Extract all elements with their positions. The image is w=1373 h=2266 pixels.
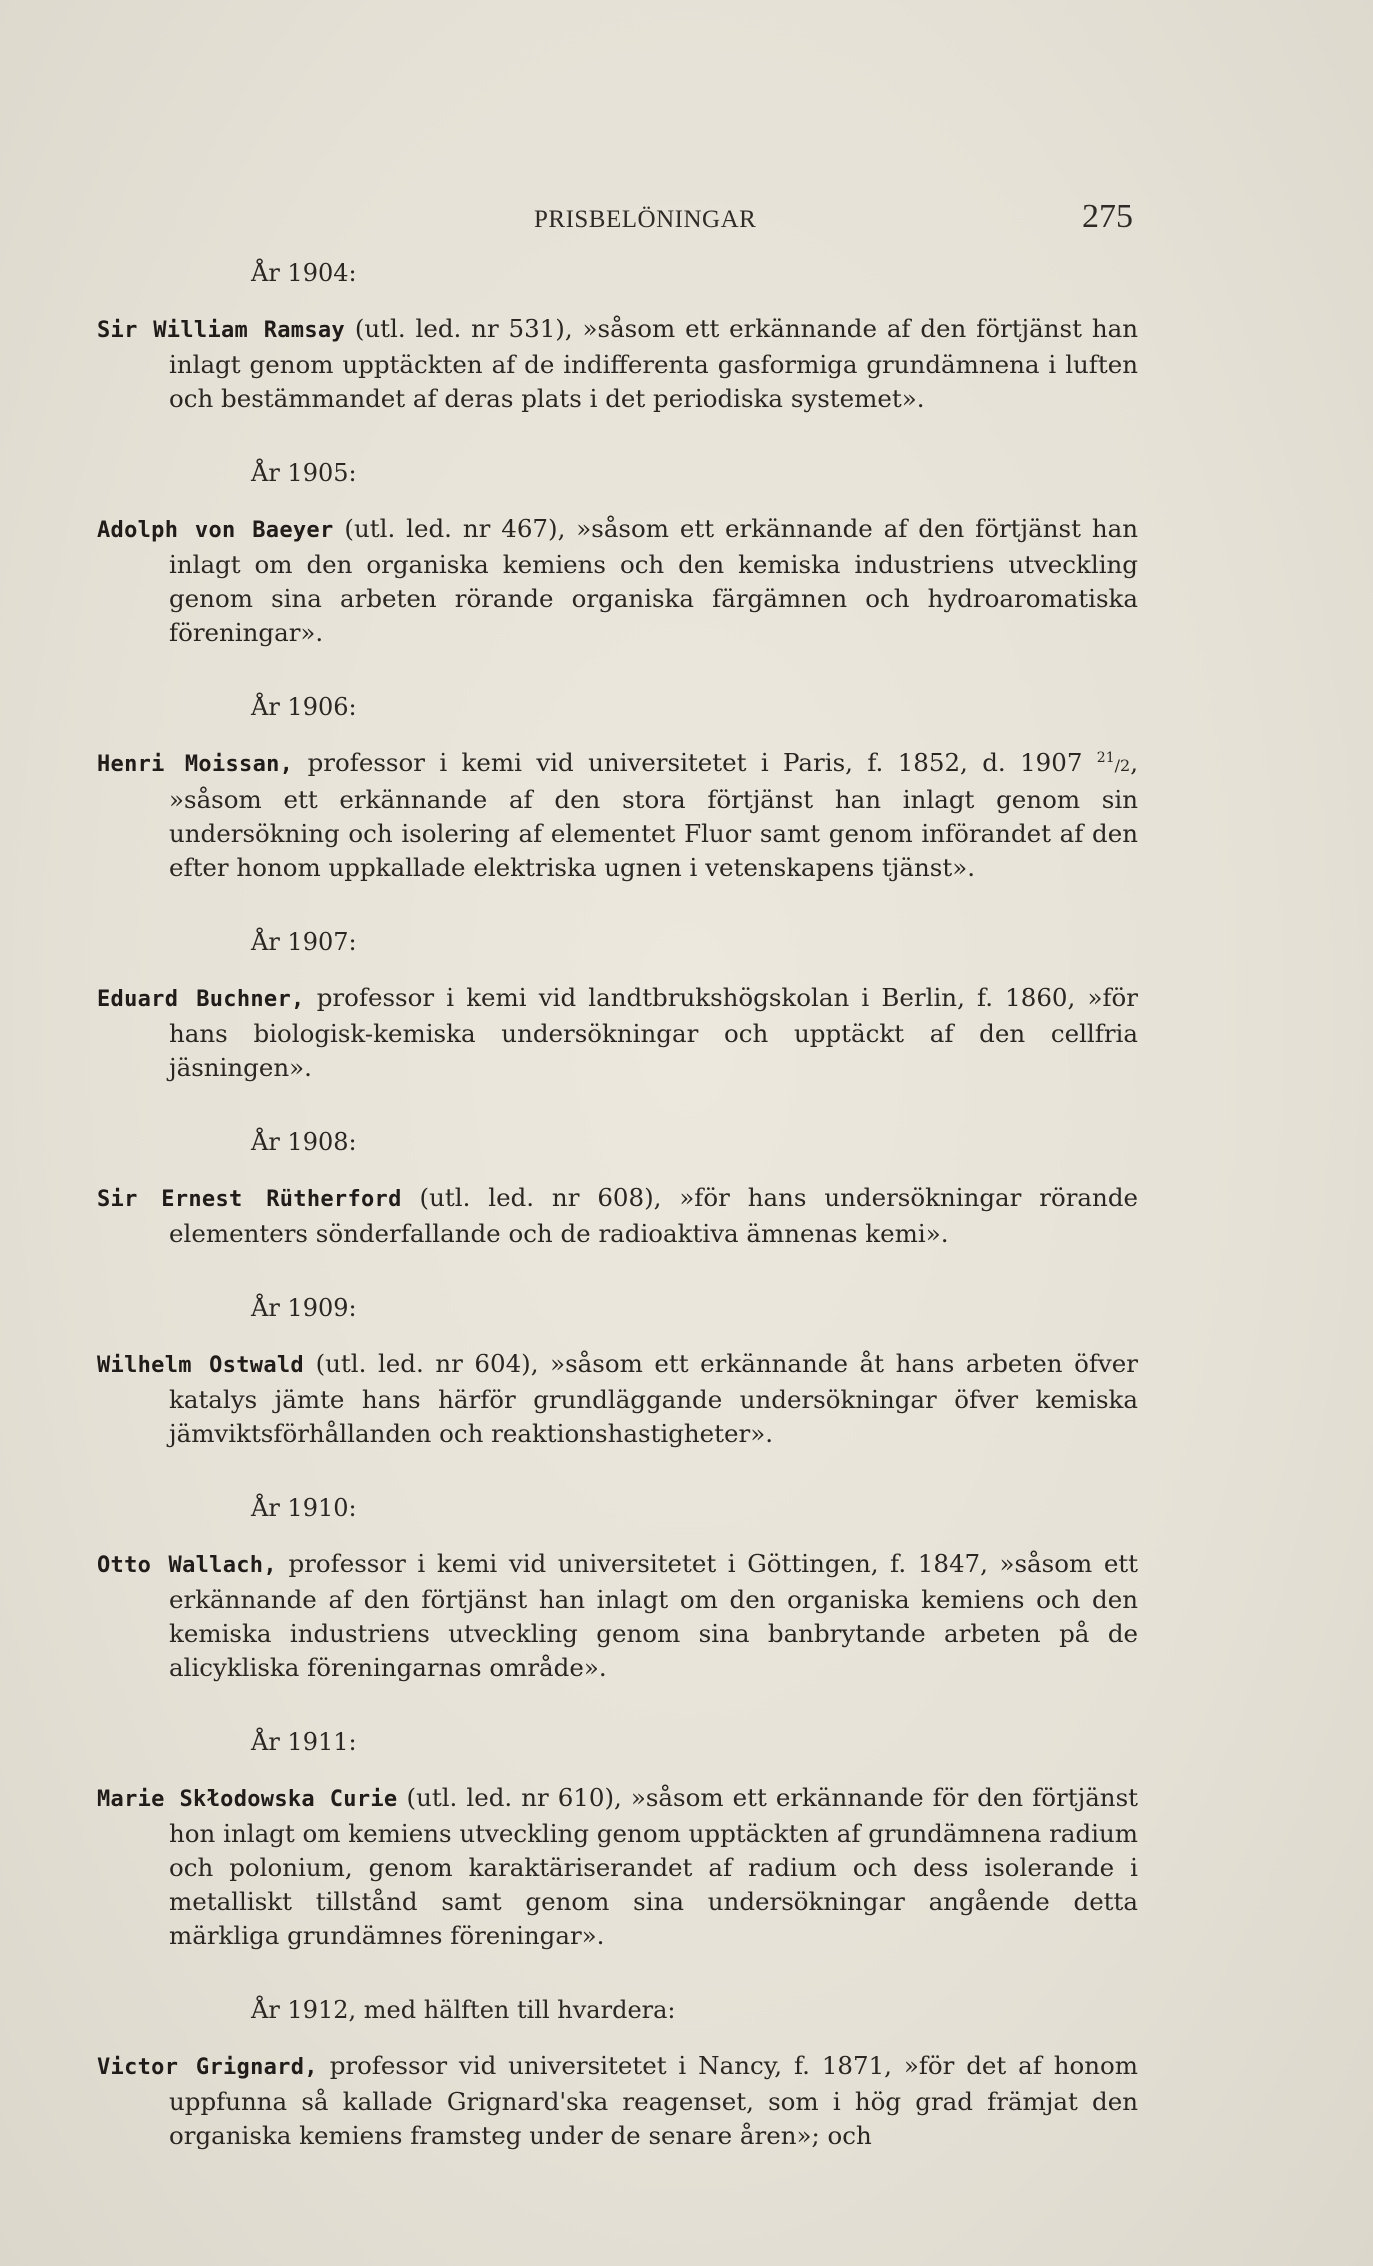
prize-list bbox=[0, 256, 1373, 2153]
year-heading: År 1909: bbox=[251, 1294, 357, 1322]
page-number: 275 bbox=[1082, 198, 1133, 235]
laureate-name: Wilhelm Ostwald bbox=[97, 1353, 304, 1378]
laureate-name: Henri Moissan, bbox=[97, 752, 294, 777]
laureate-name: Sir William Ramsay bbox=[97, 318, 345, 343]
prize-entry-1909 bbox=[0, 1291, 1373, 1451]
entry-text: (utl. led. nr 604), »såsom ett erkännande åt hans arbeten öfver katalys jämte hans härför grundläggande undersökningar öfver kemiska jämviktsförhållanden och reaktionshastigheter». bbox=[169, 1349, 1138, 1448]
entry-text: (utl. led. nr 610), »såsom ett erkännande för den förtjänst hon inlagt om kemiens utveckling genom upptäckten af grundämnena radium och polonium, genom karaktäriserandet af radium och dess isolerande i metalliskt tillstånd samt genom sina undersökningar angående detta märkliga grundämnes föreningar». bbox=[169, 1783, 1138, 1950]
year-heading: År 1912, med hälften till hvardera: bbox=[251, 1996, 676, 2024]
prize-entry-1905 bbox=[0, 456, 1373, 650]
prize-entry-1907 bbox=[0, 925, 1373, 1085]
laureate-name: Sir Ernest Rütherford bbox=[97, 1187, 402, 1212]
entry-text: professor vid universitetet i Nancy, f. 1871, »för det af honom uppfunna så kallade Grignard'ska reagenset, som i hög grad främjat den organiska kemiens framsteg under de senare åren»; och bbox=[169, 2051, 1138, 2150]
entry-paragraph bbox=[97, 981, 1138, 1085]
prize-entry-1908 bbox=[0, 1125, 1373, 1251]
year-heading: År 1906: bbox=[251, 693, 357, 721]
entry-text: professor i kemi vid universitetet i Göttingen, f. 1847, »såsom ett erkännande af den förtjänst han inlagt om den organiska kemiens och den kemiska industriens utveckling genom sina banbrytande arbeten på de alicykliska föreningarnas område». bbox=[169, 1549, 1139, 1682]
entry-paragraph bbox=[97, 2049, 1138, 2153]
entry-paragraph bbox=[97, 1347, 1138, 1451]
entry-text: (utl. led. nr 467), »såsom ett erkännande af den förtjänst han inlagt om den organiska kemiens och den kemiska industriens utveckling genom sina arbeten rörande organiska färgämnen och hydroaromatiska föreningar». bbox=[169, 514, 1138, 647]
entry-paragraph bbox=[97, 512, 1138, 650]
prize-entry-1912 bbox=[0, 1993, 1373, 2153]
entry-text: (utl. led. nr 531), »såsom ett erkännande af den förtjänst han inlagt genom upptäckten af de indifferenta gasformiga grundämnena i luften och bestämmandet af deras plats i det periodiska systemet». bbox=[169, 314, 1138, 413]
entry-text: professor i kemi vid landtbrukshögskolan i Berlin, f. 1860, »för hans biologisk-kemiska undersökningar och upptäckt af den cellfria jäsningen». bbox=[169, 983, 1138, 1082]
prize-entry-1906 bbox=[0, 690, 1373, 885]
entry-paragraph bbox=[97, 1547, 1138, 1685]
entry-text: professor i kemi vid universitetet i Paris, f. 1852, d. 1907 bbox=[293, 748, 1097, 777]
fraction-denominator: 2 bbox=[1120, 756, 1131, 775]
prize-entry-1911 bbox=[0, 1725, 1373, 1953]
prize-entry-1910 bbox=[0, 1491, 1373, 1685]
year-heading: År 1907: bbox=[251, 928, 357, 956]
year-heading: År 1904: bbox=[251, 259, 357, 287]
entry-paragraph bbox=[97, 312, 1138, 416]
running-head: PRISBELÖNINGAR bbox=[534, 206, 757, 233]
laureate-name: Victor Grignard, bbox=[97, 2055, 318, 2080]
year-heading: År 1908: bbox=[251, 1128, 357, 1156]
laureate-name: Marie Skłodowska Curie bbox=[97, 1787, 398, 1812]
laureate-name: Otto Wallach, bbox=[97, 1553, 277, 1578]
year-heading: År 1910: bbox=[251, 1494, 357, 1522]
laureate-name: Adolph von Baeyer bbox=[97, 518, 334, 543]
entry-text: , »såsom ett erkännande af den stora förtjänst han inlagt genom sin undersökning och isolering af elementet Fluor samt genom införandet af den efter honom uppkallade elektriska ugnen i vetenskapens tjänst». bbox=[169, 748, 1138, 882]
page-header bbox=[0, 198, 1373, 248]
entry-text: (utl. led. nr 608), »för hans undersökningar rörande elementers sönderfallande och de radioaktiva ämnenas kemi». bbox=[169, 1183, 1138, 1248]
entry-paragraph: Henri Moissan, professor i kemi vid universitetet i Paris, f. 1852, d. 1907 $^{21}$/2, »såsom ett erkännande af den stora förtjänst han inlagt genom sin undersökning och isolering af elementet Fluor samt genom införandet af den efter honom uppkallade elektriska ugnen i vetenskapens tjänst». bbox=[97, 748, 1138, 882]
year-heading: År 1905: bbox=[251, 459, 357, 487]
entry-paragraph bbox=[97, 1181, 1138, 1251]
laureate-name: Eduard Buchner, bbox=[97, 987, 305, 1012]
fraction-numerator: 21 bbox=[1096, 749, 1115, 766]
entry-paragraph bbox=[97, 1781, 1138, 1953]
prize-entry-1904 bbox=[0, 256, 1373, 416]
year-heading: År 1911: bbox=[251, 1728, 357, 1756]
